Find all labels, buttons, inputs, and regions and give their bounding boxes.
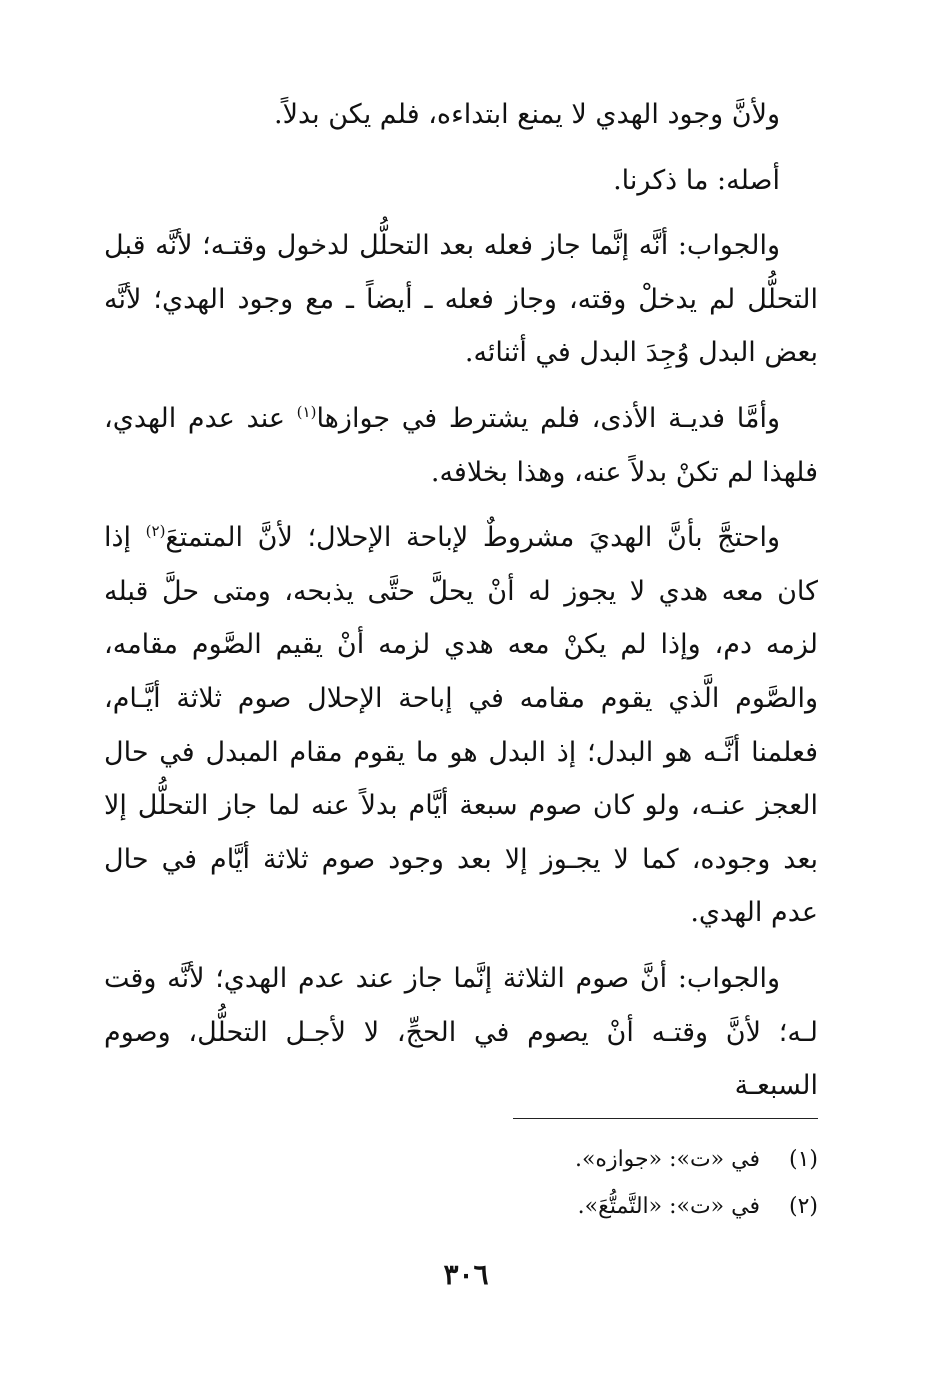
footnote-2 <box>300 1183 818 1230</box>
footnote-1 <box>300 1136 818 1183</box>
paragraph-2: أصله: ما ذكرنا. <box>613 164 780 196</box>
paragraph-5 <box>104 511 818 940</box>
footnote-2-number: (٢) <box>788 1194 818 1219</box>
paragraph-4-part-2: عند عدم الهدي، فلهذا لم تكنْ بدلاً عنه، وهذا بخلافه. <box>104 402 818 488</box>
footnotes <box>300 1136 818 1230</box>
footnote-mark-2[interactable]: (٢) <box>145 522 166 541</box>
footnote-divider <box>513 1118 818 1119</box>
footnote-2-text: في «ت»: «التَّمتُّعَ». <box>577 1194 760 1219</box>
paragraph-5-part-2: إذا كان معه هدي لا يجوز له أنْ يحلَّ حتَّى يذبحه، ومتى حلَّ قبله لزمه دم، وإذا لم يكنْ معه هدي لزمه أنْ يقيم الصَّوم مقامه، والصَّوم الَّذي يقوم مقامه في إباحة الإحلال صوم ثلاثة أيَّـام، فعلمنا أنَّـه هو البدل؛ إذ البدل هو ما يقوم مقام المبدل في حال العجز عنـه، ولو كان صوم سبعة أيَّام بدلاً عنه لما جاز التحلُّل إلا بعد وجوده، كما لا يجـوز إلا بعد وجود صوم ثلاثة أيَّام في حال عدم الهدي. <box>104 522 818 929</box>
page-number: ٣٠٦ <box>443 1258 489 1291</box>
paragraph-1: ولأنَّ وجود الهدي لا يمنع ابتداءه، فلم يكن بدلاً. <box>274 99 780 130</box>
paragraph-4-part-1: وأمَّا فديـة الأذى، فلم يشترط في جوازها <box>316 402 780 434</box>
paragraph-4 <box>104 392 818 499</box>
footnote-mark-1[interactable]: (١) <box>296 402 317 421</box>
main-text <box>104 88 818 1125</box>
paragraph-6: والجواب: أنَّ صوم الثلاثة إنَّما جاز عند عدم الهدي؛ لأنَّه وقت لـه؛ لأنَّ وقتـه أنْ يصوم في الحجِّ، لا لأجـل التحلُّل، وصوم السبعـة <box>104 962 818 1102</box>
footnote-1-number: (١) <box>788 1147 818 1172</box>
footnote-1-text: في «ت»: «جوازه». <box>574 1147 760 1172</box>
paragraph-5-part-1: واحتجَّ بأنَّ الهديَ مشروطٌ لإباحة الإحلال؛ لأنَّ المتمتعَ <box>165 522 781 554</box>
paragraph-3: والجواب: أنَّه إنَّما جاز فعله بعد التحلُّل لدخول وقتـه؛ لأنَّه قبل التحلُّل لم يدخلْ وقته، وجاز فعله ـ أيضاً ـ مع وجود الهدي؛ لأنَّه بعض البدل وُجِدَ البدل في أثنائه. <box>104 230 818 369</box>
